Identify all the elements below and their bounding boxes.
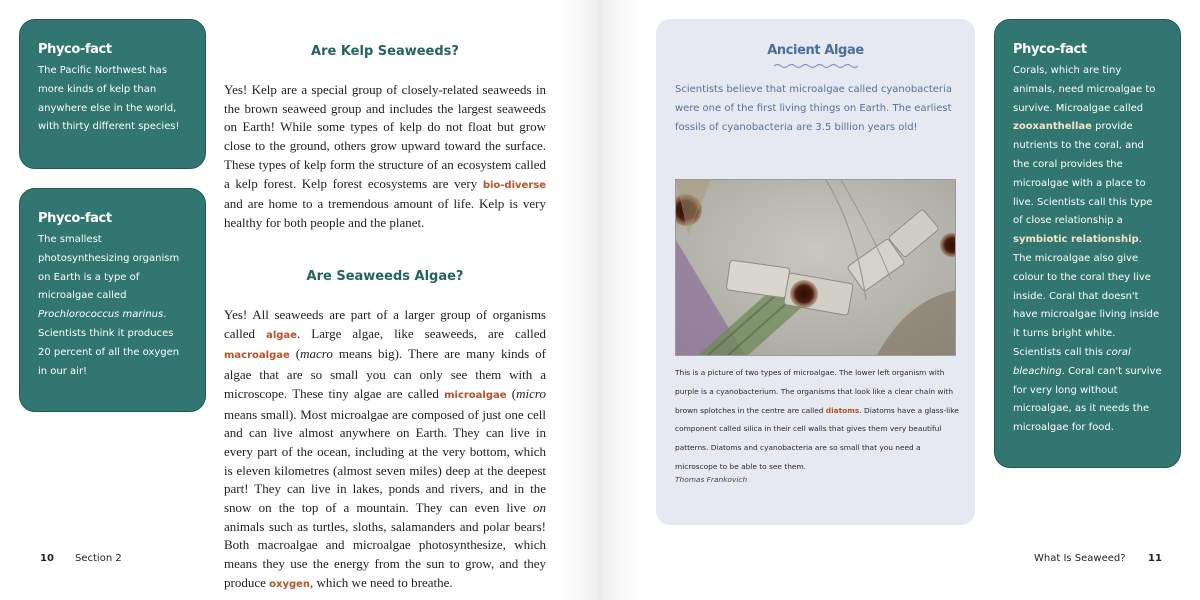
glossary-term-diatoms: diatoms xyxy=(825,405,860,415)
algae-paragraph xyxy=(224,306,546,595)
wavy-underline-icon xyxy=(774,63,858,69)
phyco-fact-box-corals xyxy=(994,19,1181,468)
text-run: means small). Most microalgae are composed of just one cell and can live almost anywhere on Earth. They can live in every part of the ocean, including at the very bottom, which is eleven kilometres (almost seven miles) deep at the deepest part! They can live in lakes, ponds and rivers, and in the snow on the top of a mountain. They can even live xyxy=(224,406,546,516)
text-run: . The microalgae also give colour to the coral they live inside. Coral that doesn't have microalgae living inside it turns bright white. Scientists call this xyxy=(1013,234,1160,358)
section-title-kelp: Are Kelp Seaweeds? xyxy=(311,44,459,59)
microalgae-photo xyxy=(675,179,956,356)
glossary-term-algae: algae xyxy=(266,329,297,341)
text-run: This is a picture of two types of microalgae. The lower left organism with purple is a cyanobacterium. The organisms that look like a clear chain with brown splotches in the centre are called xyxy=(675,368,954,415)
ancient-algae-panel xyxy=(656,19,975,525)
book-gutter xyxy=(560,0,640,600)
text-run: provide nutrients to the coral, and the coral provides the microalgae with a place to live. Scientists call this type of close relationship a xyxy=(1013,121,1153,227)
fact-title: Phyco-fact xyxy=(38,211,112,226)
page-number-right: 11 xyxy=(1148,553,1162,564)
glossary-term-macroalgae: macroalgae xyxy=(224,350,290,362)
text-run: . Coral can't survive for very long without microalgae, as it needs the microalgae for food. xyxy=(1013,365,1162,434)
fact-text xyxy=(1013,62,1162,438)
fact-title: Phyco-fact xyxy=(1013,42,1087,57)
glossary-term-microalgae: microalgae xyxy=(444,389,507,401)
page-number-left: 10 xyxy=(40,553,54,564)
emphasis-coral-bleaching: coral bleaching xyxy=(1013,346,1131,377)
text-run: , which we need to breathe. xyxy=(310,574,453,590)
kelp-paragraph xyxy=(224,81,546,233)
species-name: Prochlorococcus marinus xyxy=(38,309,164,321)
phyco-fact-box-smallest-organism xyxy=(19,188,206,412)
fact-text xyxy=(38,231,187,381)
fact-text: The Pacific Northwest has more kinds of kelp than anywhere else in the world, with thirty different species! xyxy=(38,65,180,133)
photo-credit: Thomas Frankovich xyxy=(675,475,748,484)
glossary-term-symbiotic-relationship: symbiotic relationship xyxy=(1013,234,1139,246)
emphasis-on: on xyxy=(533,500,546,516)
text-run: Corals, which are tiny animals, need microalgae to survive. Microalgae called xyxy=(1013,65,1156,114)
emphasis-macro: macro xyxy=(300,346,333,362)
text-run: . Large algae, like seaweeds, are called xyxy=(296,325,546,341)
panel-title: Ancient Algae xyxy=(767,43,864,58)
fact-text-part: . Scientists think it produces 20 percent of all the oxygen in our air! xyxy=(38,309,180,377)
panel-text: Scientists believe that microalgae called cyanobacteria were one of the first living things on Earth. The earliest fossils of cyanobacteria are 3.5 billion years old! xyxy=(675,84,952,133)
photo-caption xyxy=(675,364,959,477)
text-run: ( xyxy=(289,346,301,362)
text-run: Yes! All seaweeds are part of a larger group of organisms called xyxy=(224,307,546,341)
fact-text-part: The smallest photosynthesizing organism on Earth is a type of microalgae called xyxy=(38,234,180,302)
text-run: Yes! Kelp are a special group of closely-related seaweeds in the brown seaweed group and includes the largest seaweeds on Earth! While some types of kelp do not float but grow close to the ground, others grow upward toward the surface. These types of kelp form the structure of an ecosystem called a kelp forest. Kelp forest ecosystems are very xyxy=(224,82,546,191)
phyco-fact-box-kelp xyxy=(19,19,206,169)
section-title-algae: Are Seaweeds Algae? xyxy=(306,269,464,284)
microscope-image xyxy=(676,180,956,356)
running-footer-section: Section 2 xyxy=(75,553,122,564)
text-run: means big). There are many kinds of algae that are so small you can only see them with a microscope. These tiny algae are called xyxy=(224,346,546,401)
text-run: animals such as turtles, sloths, salamanders and polar bears! Both macroalgae and microalgae photosynthesize, which means they use the energy from the sun to grow, and they produce xyxy=(224,518,546,590)
text-run: and are home to a tremendous amount of life. Kelp is very healthy for both people and the planet. xyxy=(224,196,546,230)
glossary-term-oxygen: oxygen xyxy=(269,578,311,590)
emphasis-micro: micro xyxy=(516,385,546,401)
fact-title: Phyco-fact xyxy=(38,42,112,57)
glossary-term-zooxanthellae: zooxanthellae xyxy=(1013,121,1092,133)
text-run: ( xyxy=(506,385,517,401)
text-run: . Diatoms have a glass-like component called silica in their cell walls that gives them very beautiful patterns. Diatoms and cyanobacteria are so small that you need a microscope to be able to see them. xyxy=(675,405,959,471)
running-footer-title: What Is Seaweed? xyxy=(1034,553,1126,564)
glossary-term-biodiverse: bio-diverse xyxy=(482,179,546,191)
